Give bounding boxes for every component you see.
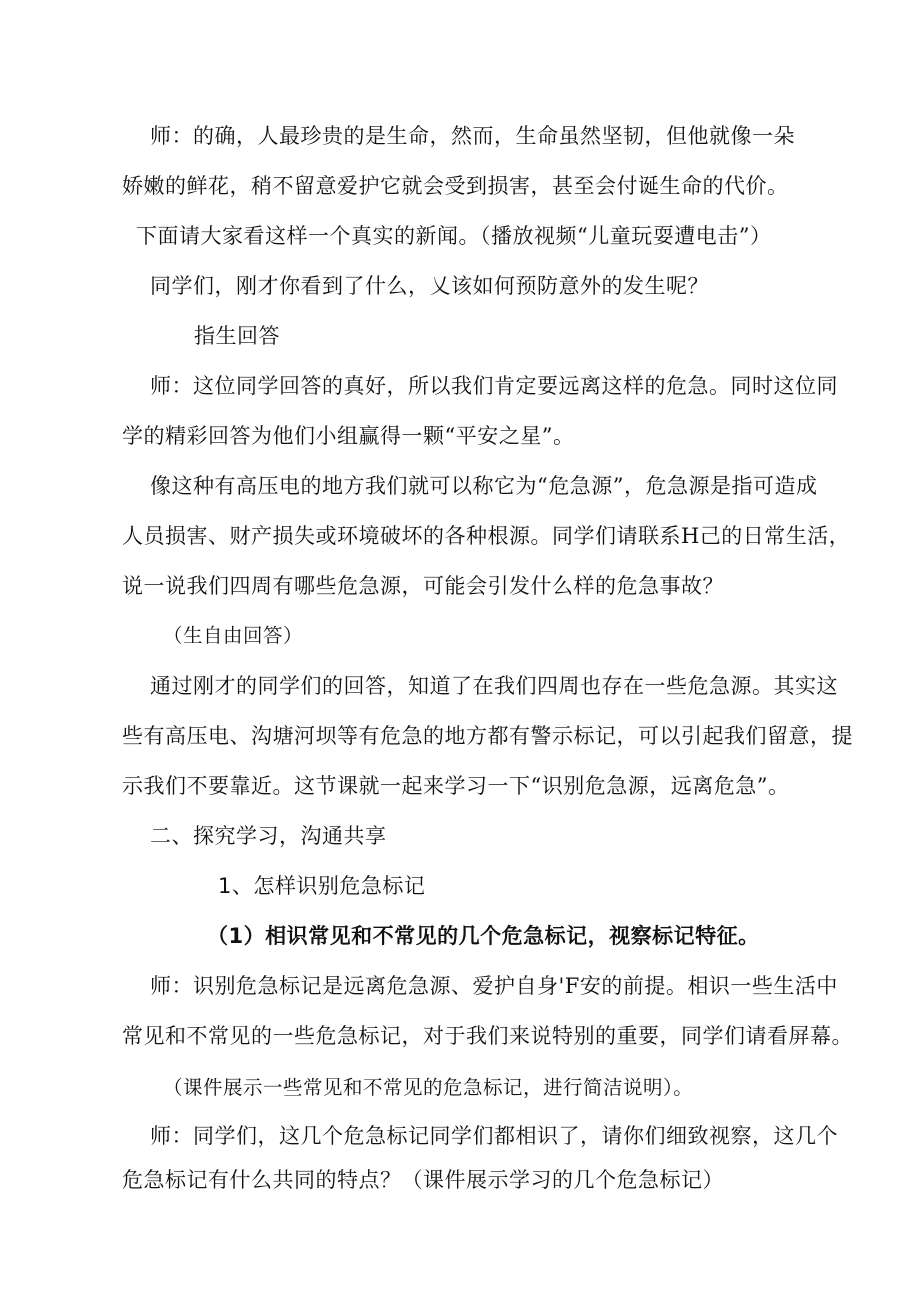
paragraph-line: 通过刚才的同学们的回答，知道了在我们四周也存在一些危急源。其实这 bbox=[150, 674, 838, 698]
paragraph-line: 常见和不常见的一些危急标记，对于我们来说特别的重要，同学们请看屏幕。 bbox=[122, 1024, 853, 1048]
paragraph-line: 说一说我们四周有哪些危急源，可能会引发什么样的危急事故？ bbox=[122, 574, 724, 598]
paragraph-line: （生自由回答） bbox=[163, 624, 304, 647]
paragraph-line: 师：这位同学回答的真好，所以我们肯定要远离这样的危急。同时这位同 bbox=[150, 374, 838, 398]
paragraph-line: 娇嫩的鲜花，稍不留意爱护它就会受到损害，甚至会付诞生命的代价。 bbox=[122, 174, 789, 198]
paragraph-line: 师：的确，人最珍贵的是生命，然而，生命虽然坚韧，但他就像一朵 bbox=[150, 124, 795, 148]
paragraph-line: 师：同学们，这几个危急标记同学们都相识了，请你们细致视察，这几个 bbox=[150, 1124, 838, 1148]
paragraph-line: 像这种有高压电的地方我们就可以称它为“危急源”，危急源是指可造成 bbox=[150, 474, 818, 498]
paragraph-line: 同学们，刚才你看到了什么，乂该如何预防意外的发生呢？ bbox=[150, 274, 709, 298]
subsection-heading: （1）相识常见和不常见的几个危急标记，视察标记特征。 bbox=[207, 924, 760, 948]
section-heading: 二、探究学习，沟通共享 bbox=[150, 824, 387, 848]
paragraph-line: 下面请大家看这样一个真实的新闻。（播放视频“儿童玩耍遭电击”） bbox=[136, 224, 772, 248]
paragraph-line: 人员损害、财产损失或环境破坏的各种根源。同学们请联系H己的日常生活， bbox=[122, 524, 851, 548]
paragraph-line: 指生回答 bbox=[194, 324, 280, 348]
paragraph-line: 危急标记有什么共同的特点？（课件展示学习的几个危急标记） bbox=[122, 1168, 724, 1192]
paragraph-line: 示我们不要靠近。这节课就一起来学习一下“识别危急源，远离危急”。 bbox=[122, 774, 790, 798]
paragraph-line: 师：识别危急标记是远离危急源、爱护自身'F安的前提。相识一些生活中 bbox=[150, 974, 838, 998]
subsection-heading: 1、怎样识别危急标记 bbox=[218, 874, 426, 898]
paragraph-line: 些有高压电、沟塘河坝等有危急的地方都有警示标记，可以引起我们留意，提 bbox=[122, 724, 853, 748]
paragraph-line: 学的精彩回答为他们小组赢得一颗“平安之星”。 bbox=[122, 424, 575, 448]
paragraph-line: （课件展示一些常见和不常见的危急标记，进行简洁说明）。 bbox=[163, 1076, 694, 1099]
